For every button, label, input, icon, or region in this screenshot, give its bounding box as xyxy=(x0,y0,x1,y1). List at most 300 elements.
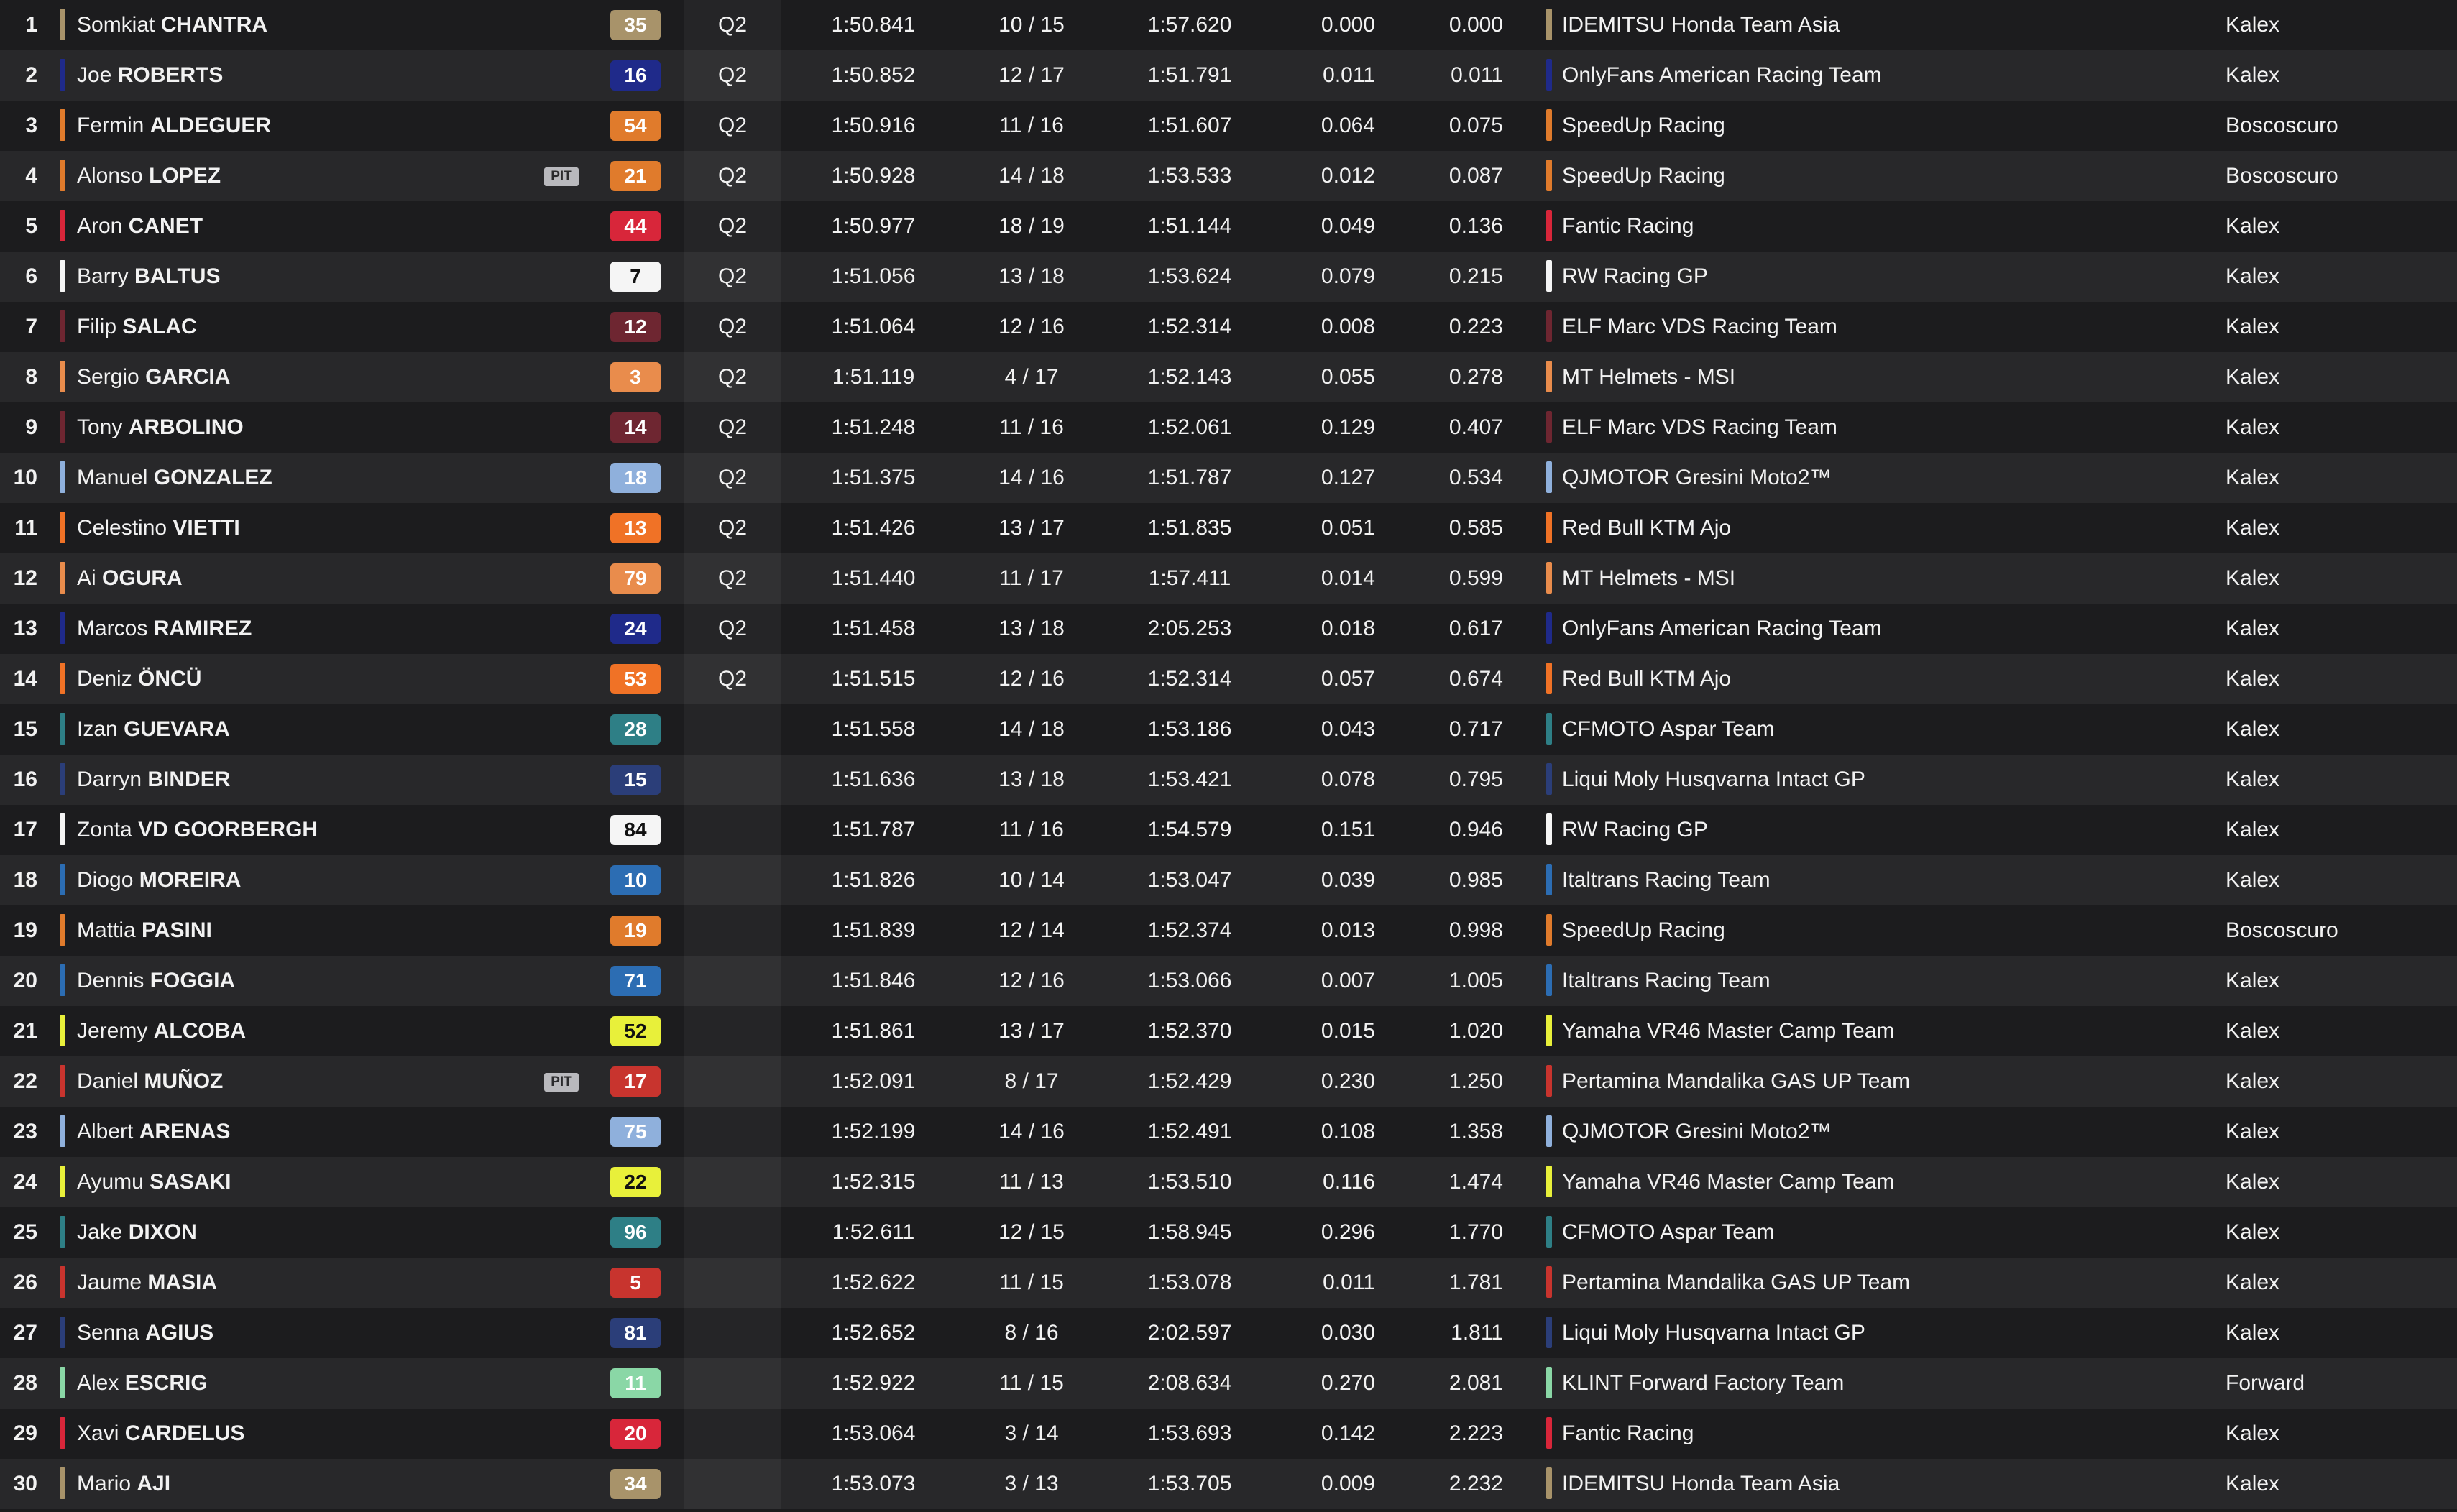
gap-first-cell: 1.358 xyxy=(1448,1120,1503,1143)
rider-number-badge: 11 xyxy=(610,1368,661,1398)
position-cell: 25 xyxy=(13,1220,37,1244)
rider-last-name: CANET xyxy=(128,214,203,238)
rider-number-badge: 52 xyxy=(610,1016,661,1046)
laps-cell: 13 / 18 xyxy=(998,617,1065,640)
constructor-cell: Boscoscuro xyxy=(2226,164,2338,188)
lap-time-cell: 1:52.622 xyxy=(831,1271,916,1294)
team-color-bar xyxy=(1546,1166,1552,1197)
rider-first-name: Alex xyxy=(77,1371,119,1395)
team-color-bar xyxy=(1546,1317,1552,1348)
best-lap-cell: 1:54.579 xyxy=(1147,818,1232,842)
team-color-bar xyxy=(60,864,65,895)
gap-first-cell: 0.617 xyxy=(1448,617,1503,640)
gap-first-cell: 1.770 xyxy=(1448,1220,1503,1244)
rider-first-name: Xavi xyxy=(77,1421,119,1445)
rider-name[interactable] xyxy=(77,503,240,553)
team-color-bar xyxy=(60,562,65,594)
team-name-cell[interactable]: IDEMITSU Honda Team Asia xyxy=(1562,13,1840,37)
rider-number-badge: 53 xyxy=(610,664,661,694)
rider-name[interactable] xyxy=(77,1358,208,1409)
rider-last-name: RAMIREZ xyxy=(153,617,252,640)
team-color-bar xyxy=(1546,1115,1552,1147)
laps-cell: 14 / 18 xyxy=(998,164,1065,188)
table-row[interactable] xyxy=(0,1207,2457,1258)
team-name-cell[interactable]: Yamaha VR46 Master Camp Team xyxy=(1562,1019,1895,1043)
rider-name[interactable] xyxy=(77,1409,244,1459)
gap-previous-cell: 0.030 xyxy=(1321,1321,1375,1345)
rider-name[interactable] xyxy=(77,302,197,352)
team-color-bar xyxy=(60,461,65,493)
table-row[interactable] xyxy=(0,755,2457,805)
rider-first-name: Jake xyxy=(77,1220,123,1244)
rider-first-name: Jaume xyxy=(77,1271,142,1294)
lap-time-cell: 1:52.199 xyxy=(831,1120,916,1143)
best-lap-cell: 1:53.533 xyxy=(1147,164,1232,188)
team-name-cell[interactable]: SpeedUp Racing xyxy=(1562,164,1725,188)
rider-last-name: OGURA xyxy=(102,566,183,590)
rider-name[interactable] xyxy=(77,252,220,302)
gap-first-cell: 1.250 xyxy=(1448,1069,1503,1093)
best-lap-cell: 1:51.787 xyxy=(1147,466,1232,489)
rider-number-badge: 71 xyxy=(610,966,661,996)
rider-number-badge: 79 xyxy=(610,563,661,594)
position-cell: 8 xyxy=(25,365,37,389)
laps-cell: 12 / 16 xyxy=(998,667,1065,691)
rider-first-name: Izan xyxy=(77,717,118,741)
position-cell: 4 xyxy=(25,164,37,188)
laps-cell: 18 / 19 xyxy=(998,214,1065,238)
constructor-cell: Kalex xyxy=(2226,1019,2280,1043)
table-row[interactable] xyxy=(0,503,2457,553)
lap-time-cell: 1:50.841 xyxy=(831,13,916,37)
team-color-bar xyxy=(60,1317,65,1348)
constructor-cell: Kalex xyxy=(2226,1069,2280,1093)
rider-name[interactable] xyxy=(77,201,203,252)
rider-first-name: Manuel xyxy=(77,466,148,489)
team-color-bar xyxy=(1546,411,1552,443)
team-name-cell[interactable]: CFMOTO Aspar Team xyxy=(1562,1220,1775,1244)
rider-name[interactable] xyxy=(77,704,230,755)
rider-first-name: Senna xyxy=(77,1321,139,1345)
gap-previous-cell: 0.008 xyxy=(1321,315,1375,338)
rider-last-name: ALCOBA xyxy=(153,1019,247,1043)
rider-first-name: Diogo xyxy=(77,868,134,892)
team-name-cell[interactable]: Pertamina Mandalika GAS UP Team xyxy=(1562,1271,1911,1294)
rider-last-name: MASIA xyxy=(147,1271,218,1294)
pit-badge: PIT xyxy=(544,1073,579,1092)
team-name-cell[interactable]: Fantic Racing xyxy=(1562,1421,1694,1445)
gap-previous-cell: 0.296 xyxy=(1321,1220,1375,1244)
lap-time-cell: 1:51.119 xyxy=(832,365,915,389)
team-color-bar xyxy=(1546,1216,1552,1248)
rider-last-name: ALDEGUER xyxy=(150,114,272,137)
rider-last-name: ARENAS xyxy=(139,1120,231,1143)
session-cell: Q2 xyxy=(717,365,748,389)
laps-cell: 10 / 15 xyxy=(998,13,1065,37)
team-name-cell[interactable]: SpeedUp Racing xyxy=(1562,114,1725,137)
table-row[interactable] xyxy=(0,201,2457,252)
team-color-bar xyxy=(1546,713,1552,745)
laps-cell: 14 / 16 xyxy=(998,1120,1065,1143)
best-lap-cell: 1:53.624 xyxy=(1147,264,1232,288)
team-name-cell[interactable]: MT Helmets - MSI xyxy=(1562,365,1736,389)
rider-first-name: Ayumu xyxy=(77,1170,144,1194)
team-color-bar xyxy=(60,813,65,845)
rider-name[interactable] xyxy=(77,805,318,855)
gap-previous-cell: 0.039 xyxy=(1321,868,1375,892)
table-row[interactable] xyxy=(0,151,2457,201)
position-cell: 17 xyxy=(13,818,37,842)
table-row[interactable] xyxy=(0,1459,2457,1509)
gap-first-cell: 0.795 xyxy=(1448,767,1503,791)
laps-cell: 12 / 15 xyxy=(998,1220,1065,1244)
constructor-cell: Boscoscuro xyxy=(2226,918,2338,942)
rider-first-name: Daniel xyxy=(77,1069,139,1093)
rider-name[interactable] xyxy=(77,604,252,654)
rider-last-name: PASINI xyxy=(142,918,212,942)
table-row[interactable] xyxy=(0,905,2457,956)
team-name-cell[interactable]: Red Bull KTM Ajo xyxy=(1562,667,1732,691)
table-row[interactable] xyxy=(0,553,2457,604)
session-cell: Q2 xyxy=(717,214,748,238)
lap-time-cell: 1:50.928 xyxy=(831,164,916,188)
lap-time-cell: 1:52.611 xyxy=(832,1220,915,1244)
rider-name[interactable] xyxy=(77,151,221,201)
table-row[interactable] xyxy=(0,1006,2457,1056)
lap-time-cell: 1:52.922 xyxy=(831,1371,916,1395)
rider-name[interactable] xyxy=(77,50,223,101)
table-row[interactable] xyxy=(0,1308,2457,1358)
rider-name[interactable] xyxy=(77,553,183,604)
session-cell xyxy=(684,1459,781,1509)
best-lap-cell: 1:52.491 xyxy=(1147,1120,1232,1143)
position-cell: 2 xyxy=(25,63,37,87)
rider-name[interactable] xyxy=(77,1459,170,1509)
session-cell: Q2 xyxy=(717,264,748,288)
rider-last-name: AGIUS xyxy=(145,1321,214,1345)
team-color-bar xyxy=(60,59,65,91)
rider-number-badge: 28 xyxy=(610,714,661,745)
constructor-cell: Kalex xyxy=(2226,566,2280,590)
team-color-bar xyxy=(1546,1266,1552,1298)
team-color-bar xyxy=(60,9,65,40)
team-name-cell[interactable]: Fantic Racing xyxy=(1562,214,1694,238)
position-cell: 22 xyxy=(13,1069,37,1093)
lap-time-cell: 1:51.787 xyxy=(831,818,916,842)
team-color-bar xyxy=(60,964,65,996)
rider-name[interactable] xyxy=(77,956,235,1006)
rider-first-name: Sergio xyxy=(77,365,139,389)
table-row[interactable] xyxy=(0,252,2457,302)
best-lap-cell: 1:52.374 xyxy=(1147,918,1232,942)
table-row[interactable] xyxy=(0,101,2457,151)
gap-previous-cell: 0.000 xyxy=(1321,13,1375,37)
laps-cell: 12 / 14 xyxy=(998,918,1065,942)
rider-last-name: ESCRIG xyxy=(124,1371,208,1395)
best-lap-cell: 1:53.693 xyxy=(1147,1421,1232,1445)
team-color-bar xyxy=(60,1115,65,1147)
team-color-bar xyxy=(1546,1015,1552,1046)
table-row[interactable] xyxy=(0,50,2457,101)
position-cell: 30 xyxy=(13,1472,37,1495)
position-cell: 7 xyxy=(25,315,37,338)
rider-number-badge: 5 xyxy=(610,1268,661,1298)
rider-name[interactable] xyxy=(77,453,272,503)
session-cell: Q2 xyxy=(717,415,748,439)
team-color-bar xyxy=(60,361,65,392)
gap-previous-cell: 0.043 xyxy=(1321,717,1375,741)
table-row[interactable] xyxy=(0,654,2457,704)
gap-first-cell: 0.985 xyxy=(1448,868,1503,892)
team-color-bar xyxy=(1546,512,1552,543)
rider-name[interactable] xyxy=(77,0,267,50)
rider-name[interactable] xyxy=(77,1056,223,1107)
team-name-cell[interactable]: MT Helmets - MSI xyxy=(1562,566,1736,590)
best-lap-cell: 1:52.370 xyxy=(1147,1019,1232,1043)
gap-previous-cell: 0.011 xyxy=(1323,63,1375,87)
best-lap-cell: 1:53.066 xyxy=(1147,969,1232,992)
rider-name[interactable] xyxy=(77,352,230,402)
team-name-cell[interactable]: Pertamina Mandalika GAS UP Team xyxy=(1562,1069,1911,1093)
rider-number-badge: 10 xyxy=(610,865,661,895)
team-color-bar xyxy=(1546,763,1552,795)
rider-first-name: Celestino xyxy=(77,516,167,540)
table-row[interactable] xyxy=(0,1056,2457,1107)
gap-previous-cell: 0.009 xyxy=(1321,1472,1375,1495)
rider-name[interactable] xyxy=(77,1157,231,1207)
rider-name[interactable] xyxy=(77,1308,213,1358)
team-color-bar xyxy=(1546,964,1552,996)
table-row[interactable] xyxy=(0,0,2457,50)
gap-first-cell: 1.781 xyxy=(1448,1271,1503,1294)
lap-time-cell: 1:51.458 xyxy=(831,617,916,640)
team-name-cell[interactable]: Red Bull KTM Ajo xyxy=(1562,516,1732,540)
team-name-cell[interactable]: OnlyFans American Racing Team xyxy=(1562,617,1882,640)
rider-first-name: Zonta xyxy=(77,818,132,842)
team-name-cell[interactable]: OnlyFans American Racing Team xyxy=(1562,63,1882,87)
gap-first-cell: 1.811 xyxy=(1451,1321,1503,1345)
rider-name[interactable] xyxy=(77,905,212,956)
rider-last-name: BALTUS xyxy=(134,264,221,288)
table-row[interactable] xyxy=(0,302,2457,352)
rider-number-badge: 18 xyxy=(610,463,661,493)
team-name-cell[interactable]: ELF Marc VDS Racing Team xyxy=(1562,315,1837,338)
team-name-cell[interactable]: IDEMITSU Honda Team Asia xyxy=(1562,1472,1840,1495)
gap-first-cell: 0.000 xyxy=(1448,13,1503,37)
table-row[interactable] xyxy=(0,402,2457,453)
table-row[interactable] xyxy=(0,453,2457,503)
team-name-cell[interactable]: CFMOTO Aspar Team xyxy=(1562,717,1775,741)
position-cell: 23 xyxy=(13,1120,37,1143)
best-lap-cell: 2:05.253 xyxy=(1147,617,1232,640)
rider-name[interactable] xyxy=(77,1006,246,1056)
position-cell: 1 xyxy=(25,13,37,37)
constructor-cell: Kalex xyxy=(2226,13,2280,37)
table-row[interactable] xyxy=(0,1358,2457,1409)
rider-name[interactable] xyxy=(77,1107,230,1157)
laps-cell: 12 / 16 xyxy=(998,969,1065,992)
table-row[interactable] xyxy=(0,1107,2457,1157)
rider-number-badge: 3 xyxy=(610,362,661,392)
best-lap-cell: 1:53.078 xyxy=(1147,1271,1232,1294)
team-color-bar xyxy=(60,612,65,644)
gap-first-cell: 0.223 xyxy=(1448,315,1503,338)
team-color-bar xyxy=(1546,1417,1552,1449)
lap-time-cell: 1:51.426 xyxy=(831,516,916,540)
table-row[interactable] xyxy=(0,805,2457,855)
laps-cell: 11 / 13 xyxy=(999,1170,1064,1194)
team-name-cell[interactable]: KLINT Forward Factory Team xyxy=(1562,1371,1845,1395)
team-color-bar xyxy=(60,260,65,292)
best-lap-cell: 1:51.791 xyxy=(1147,63,1232,87)
team-name-cell[interactable]: RW Racing GP xyxy=(1562,818,1708,842)
position-cell: 11 xyxy=(14,516,37,540)
team-name-cell[interactable]: ELF Marc VDS Racing Team xyxy=(1562,415,1837,439)
rider-name[interactable] xyxy=(77,755,230,805)
session-cell xyxy=(684,1207,781,1258)
laps-cell: 3 / 14 xyxy=(1004,1421,1059,1445)
team-name-cell[interactable]: Liqui Moly Husqvarna Intact GP xyxy=(1562,767,1865,791)
team-name-cell[interactable]: Liqui Moly Husqvarna Intact GP xyxy=(1562,1321,1865,1345)
best-lap-cell: 1:52.143 xyxy=(1147,365,1232,389)
lap-time-cell: 1:52.091 xyxy=(831,1069,916,1093)
rider-number-badge: 12 xyxy=(610,312,661,342)
rider-first-name: Deniz xyxy=(77,667,132,691)
team-color-bar xyxy=(1546,260,1552,292)
session-cell: Q2 xyxy=(717,13,748,37)
table-row[interactable] xyxy=(0,604,2457,654)
best-lap-cell: 2:02.597 xyxy=(1147,1321,1232,1345)
rider-number-badge: 19 xyxy=(610,916,661,946)
gap-previous-cell: 0.018 xyxy=(1321,617,1375,640)
team-name-cell[interactable]: Italtrans Racing Team xyxy=(1562,969,1771,992)
position-cell: 5 xyxy=(25,214,37,238)
laps-cell: 3 / 13 xyxy=(1004,1472,1059,1495)
lap-time-cell: 1:53.073 xyxy=(831,1472,916,1495)
lap-time-cell: 1:51.440 xyxy=(831,566,916,590)
position-cell: 16 xyxy=(13,767,37,791)
rider-name[interactable] xyxy=(77,1258,217,1308)
lap-time-cell: 1:51.558 xyxy=(831,717,916,741)
position-cell: 28 xyxy=(13,1371,37,1395)
laps-cell: 12 / 16 xyxy=(998,315,1065,338)
lap-time-cell: 1:51.846 xyxy=(831,969,916,992)
laps-cell: 11 / 16 xyxy=(999,415,1064,439)
rider-first-name: Tony xyxy=(77,415,123,439)
constructor-cell: Kalex xyxy=(2226,1271,2280,1294)
gap-previous-cell: 0.007 xyxy=(1321,969,1375,992)
rider-last-name: MOREIRA xyxy=(139,868,242,892)
rider-name[interactable] xyxy=(77,1207,197,1258)
position-cell: 14 xyxy=(13,667,37,691)
table-row[interactable] xyxy=(0,704,2457,755)
table-row[interactable] xyxy=(0,352,2457,402)
gap-first-cell: 0.075 xyxy=(1448,114,1503,137)
team-name-cell[interactable]: SpeedUp Racing xyxy=(1562,918,1725,942)
laps-cell: 13 / 17 xyxy=(998,1019,1065,1043)
rider-first-name: Somkiat xyxy=(77,13,155,37)
gap-previous-cell: 0.129 xyxy=(1321,415,1375,439)
best-lap-cell: 1:53.421 xyxy=(1147,767,1232,791)
table-row[interactable] xyxy=(0,956,2457,1006)
team-name-cell[interactable]: RW Racing GP xyxy=(1562,264,1708,288)
rider-number-badge: 14 xyxy=(610,412,661,443)
laps-cell: 11 / 15 xyxy=(999,1371,1064,1395)
rider-name[interactable] xyxy=(77,855,241,905)
position-cell: 24 xyxy=(13,1170,37,1194)
team-name-cell[interactable]: QJMOTOR Gresini Moto2™ xyxy=(1562,466,1832,489)
rider-first-name: Filip xyxy=(77,315,117,338)
team-color-bar xyxy=(1546,813,1552,845)
pit-badge: PIT xyxy=(544,167,579,186)
rider-name[interactable] xyxy=(77,101,271,151)
team-color-bar xyxy=(60,1065,65,1097)
session-cell xyxy=(684,1258,781,1308)
rider-name[interactable] xyxy=(77,402,244,453)
rider-number-badge: 22 xyxy=(610,1167,661,1197)
table-row[interactable] xyxy=(0,1157,2457,1207)
best-lap-cell: 1:51.607 xyxy=(1147,114,1232,137)
session-cell: Q2 xyxy=(717,667,748,691)
gap-previous-cell: 0.116 xyxy=(1323,1170,1375,1194)
lap-time-cell: 1:52.652 xyxy=(831,1321,916,1345)
session-cell: Q2 xyxy=(717,516,748,540)
position-cell: 15 xyxy=(13,717,37,741)
gap-previous-cell: 0.011 xyxy=(1323,1271,1375,1294)
session-cell xyxy=(684,1409,781,1459)
gap-first-cell: 1.474 xyxy=(1448,1170,1503,1194)
rider-last-name: ARBOLINO xyxy=(128,415,244,439)
laps-cell: 11 / 15 xyxy=(999,1271,1064,1294)
table-row[interactable] xyxy=(0,1258,2457,1308)
session-cell xyxy=(684,905,781,956)
best-lap-cell: 1:57.411 xyxy=(1148,566,1231,590)
rider-name[interactable] xyxy=(77,654,201,704)
table-row[interactable] xyxy=(0,855,2457,905)
team-color-bar xyxy=(60,763,65,795)
team-name-cell[interactable]: Italtrans Racing Team xyxy=(1562,868,1771,892)
position-cell: 20 xyxy=(13,969,37,992)
team-color-bar xyxy=(1546,361,1552,392)
gap-first-cell: 2.223 xyxy=(1448,1421,1503,1445)
best-lap-cell: 1:53.510 xyxy=(1147,1170,1232,1194)
laps-cell: 8 / 17 xyxy=(1004,1069,1059,1093)
rider-first-name: Alonso xyxy=(77,164,143,188)
gap-previous-cell: 0.014 xyxy=(1321,566,1375,590)
session-cell xyxy=(684,805,781,855)
team-name-cell[interactable]: QJMOTOR Gresini Moto2™ xyxy=(1562,1120,1832,1143)
table-row[interactable] xyxy=(0,1409,2457,1459)
position-cell: 6 xyxy=(25,264,37,288)
rider-first-name: Mattia xyxy=(77,918,136,942)
team-name-cell[interactable]: Yamaha VR46 Master Camp Team xyxy=(1562,1170,1895,1194)
constructor-cell: Kalex xyxy=(2226,315,2280,338)
team-color-bar xyxy=(60,1467,65,1499)
gap-previous-cell: 0.078 xyxy=(1321,767,1375,791)
gap-previous-cell: 0.127 xyxy=(1321,466,1375,489)
best-lap-cell: 1:52.061 xyxy=(1147,415,1232,439)
best-lap-cell: 1:53.705 xyxy=(1147,1472,1232,1495)
constructor-cell: Forward xyxy=(2226,1371,2305,1395)
rider-number-badge: 16 xyxy=(610,60,661,91)
gap-previous-cell: 0.230 xyxy=(1321,1069,1375,1093)
lap-time-cell: 1:51.375 xyxy=(831,466,916,489)
session-cell: Q2 xyxy=(717,466,748,489)
rider-last-name: GUEVARA xyxy=(124,717,230,741)
lap-time-cell: 1:51.861 xyxy=(831,1019,916,1043)
team-color-bar xyxy=(60,210,65,241)
gap-first-cell: 2.081 xyxy=(1448,1371,1503,1395)
